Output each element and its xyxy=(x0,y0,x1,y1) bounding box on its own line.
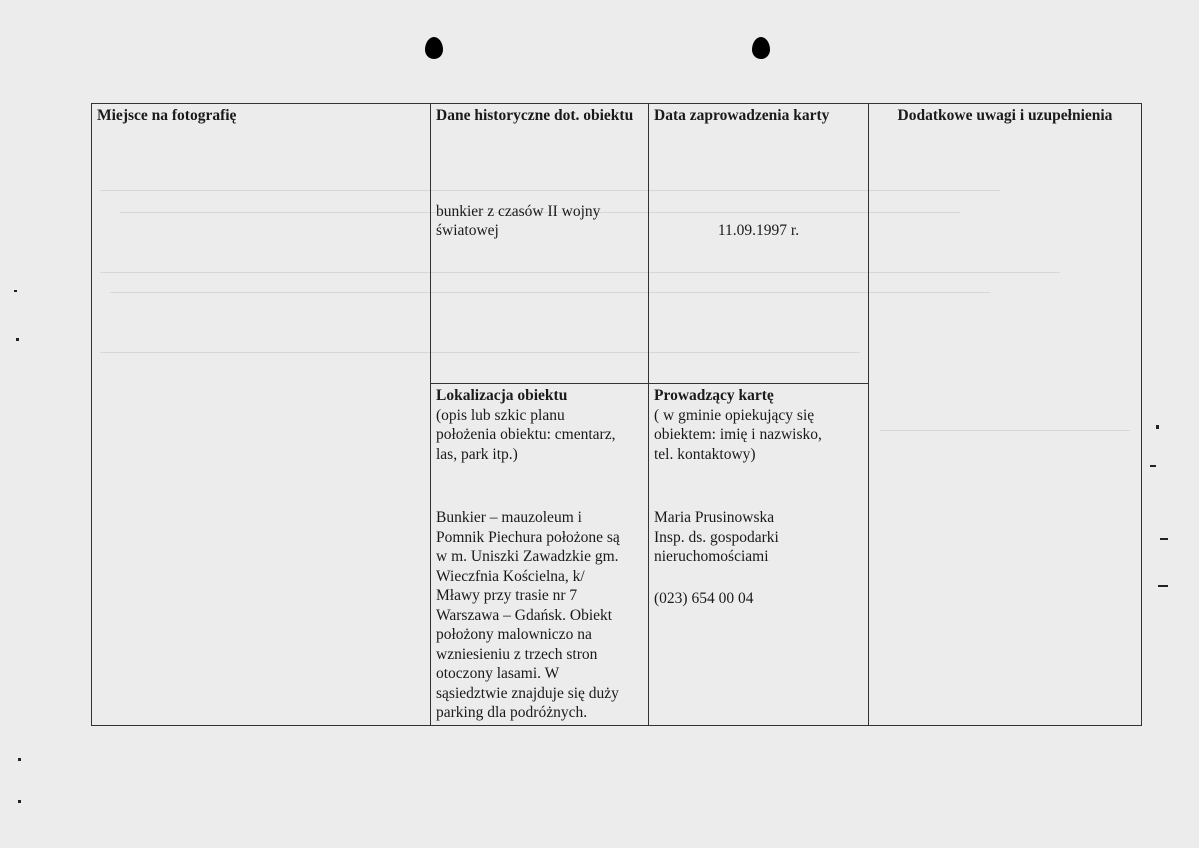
remarks-cell xyxy=(869,104,1142,726)
record-card-table xyxy=(91,103,1142,726)
keeper-hint: ( w gminie opiekujący się obiektem: imię i nazwisko, tel. kontaktowy) xyxy=(654,406,822,463)
scan-speck xyxy=(16,338,19,341)
keeper-role: Insp. ds. gospodarki nieruchomościami xyxy=(654,528,779,565)
historical-data-cell xyxy=(431,104,649,384)
card-date-heading: Data zaprowadzenia karty xyxy=(654,107,830,124)
scan-speck xyxy=(1156,425,1159,429)
location-heading: Lokalizacja obiektu xyxy=(436,387,568,404)
card-date-value: 11.09.1997 r. xyxy=(717,221,800,239)
scan-speck xyxy=(18,758,21,761)
keeper-cell xyxy=(649,384,869,726)
photo-cell xyxy=(92,104,431,726)
scan-speck xyxy=(1160,538,1168,540)
scan-speck xyxy=(18,800,21,803)
location-cell xyxy=(431,384,649,726)
object-description: bunkier z czasów II wojny światowej xyxy=(436,202,601,239)
punch-hole-right xyxy=(752,37,770,59)
location-text: Bunkier – mauzoleum i Pomnik Piechura położone są w m. Uniszki Zawadzkie gm. Wieczfnia Kościelna, k/ Mławy przy trasie nr 7 Warszawa – Gdańsk. Obiekt położony malowniczo na wzniesieniu z trzech stron otoczony lasami. W sąsiedztwie znajduje się duży parking dla podróżnych. xyxy=(436,509,620,721)
remarks-heading: Dodatkowe uwagi i uzupełnienia xyxy=(897,107,1113,124)
scan-speck xyxy=(1150,465,1156,467)
scan-speck xyxy=(14,290,17,292)
keeper-phone: (023) 654 00 04 xyxy=(654,589,754,607)
punch-hole-left xyxy=(425,37,443,59)
card-date-cell xyxy=(649,104,869,384)
scan-speck xyxy=(1158,585,1168,587)
keeper-name: Maria Prusinowska xyxy=(654,509,775,526)
keeper-heading: Prowadzący kartę xyxy=(654,387,774,404)
location-hint: (opis lub szkic planu położenia obiektu: cmentarz, las, park itp.) xyxy=(436,406,616,463)
historical-data-heading: Dane historyczne dot. obiektu xyxy=(436,107,634,124)
photo-place-heading: Miejsce na fotografię xyxy=(97,107,237,124)
